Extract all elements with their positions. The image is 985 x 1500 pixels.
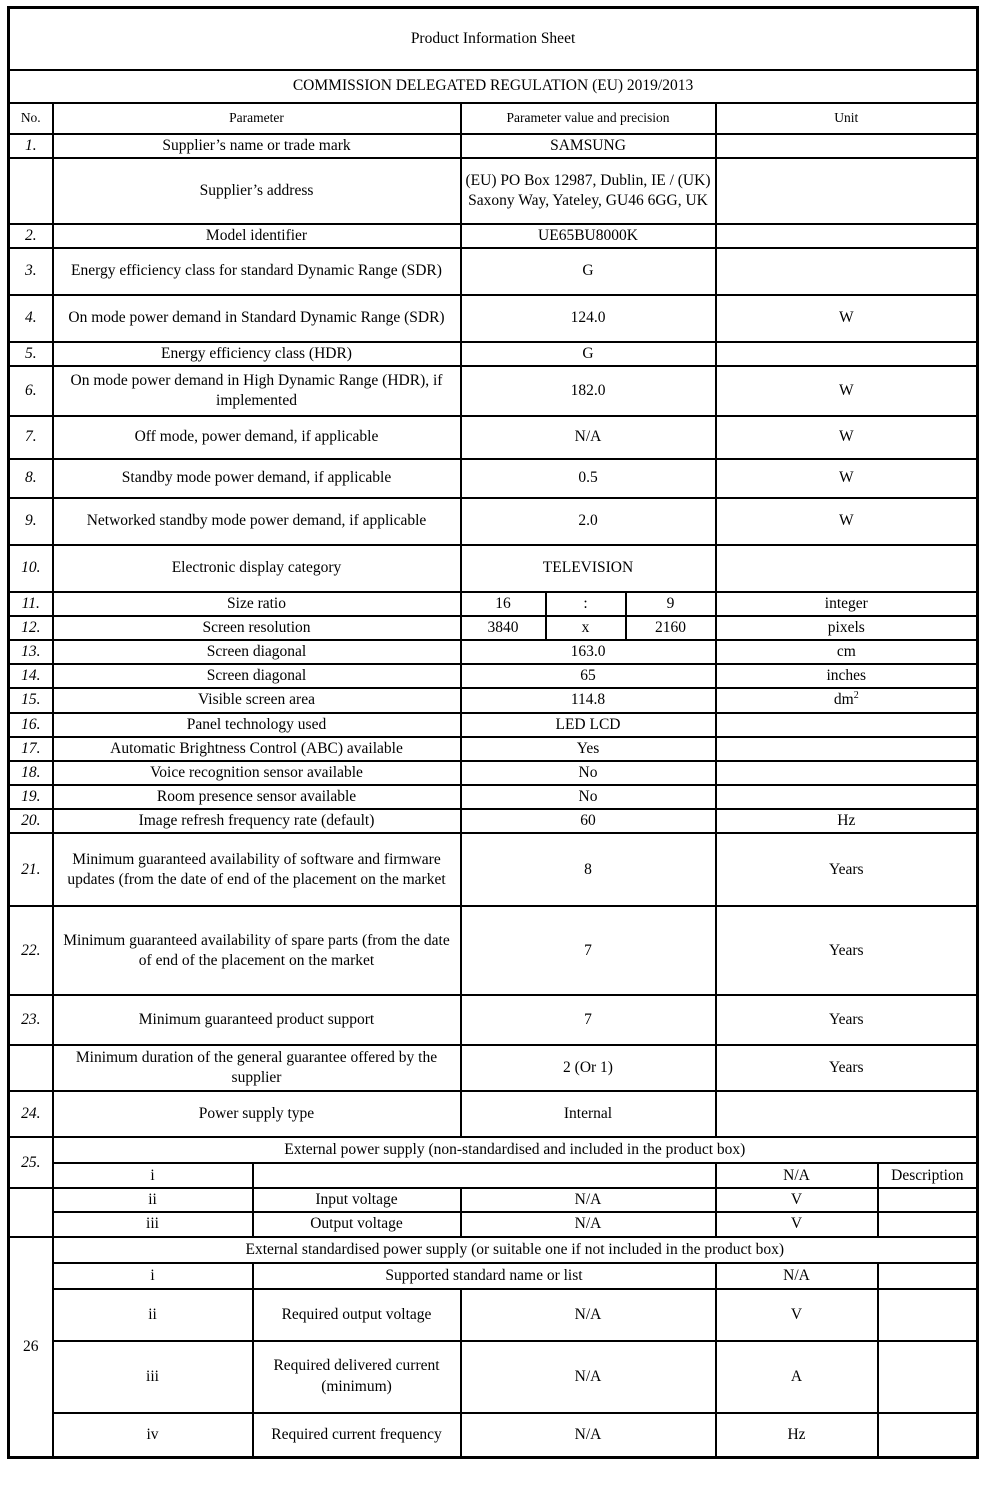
- table-row-screen-resolution: [9, 616, 978, 640]
- no-cell: 14.: [9, 664, 53, 688]
- section-26-header-row: [9, 1237, 978, 1263]
- no-cell: 26: [9, 1237, 53, 1458]
- section-25-header-row: [9, 1137, 978, 1163]
- parameter-cell: Supplier’s address: [53, 158, 461, 224]
- unit-cell: Hz: [716, 1413, 878, 1458]
- parameter-cell: Energy efficiency class for standard Dynamic Range (SDR): [53, 248, 461, 295]
- col-header-parameter: Parameter: [53, 103, 461, 134]
- table-row: [9, 224, 978, 248]
- parameter-cell: Supplier’s name or trade mark: [53, 134, 461, 158]
- no-cell: [9, 1188, 53, 1236]
- parameter-cell: Networked standby mode power demand, if applicable: [53, 498, 461, 545]
- description-cell: [878, 1263, 978, 1289]
- parameter-cell: Model identifier: [53, 224, 461, 248]
- value-cell: N/A: [461, 1188, 716, 1212]
- parameter-cell: Energy efficiency class (HDR): [53, 342, 461, 366]
- value-cell: (EU) PO Box 12987, Dublin, IE / (UK) Saxony Way, Yateley, GU46 6GG, UK: [461, 158, 716, 224]
- unit-cell: W: [716, 498, 978, 545]
- table-row: [9, 640, 978, 664]
- unit-superscript: 2: [853, 690, 859, 702]
- parameter-cell: On mode power demand in Standard Dynamic Range (SDR): [53, 295, 461, 342]
- sub-label-cell: i: [53, 1263, 253, 1289]
- no-cell: 21.: [9, 833, 53, 906]
- parameter-cell: Power supply type: [53, 1091, 461, 1137]
- parameter-cell: Visible screen area: [53, 688, 461, 712]
- no-cell: 23.: [9, 995, 53, 1045]
- section-25-row-ii: [9, 1188, 978, 1212]
- parameter-cell: Electronic display category: [53, 545, 461, 592]
- blank-cell: [253, 1163, 716, 1188]
- value-a-cell: 3840: [461, 616, 546, 640]
- no-cell: 18.: [9, 761, 53, 785]
- value-cell: G: [461, 342, 716, 366]
- value-cell: N/A: [716, 1163, 878, 1188]
- value-cell: UE65BU8000K: [461, 224, 716, 248]
- description-cell: [878, 1289, 978, 1341]
- unit-text: dm: [833, 691, 854, 709]
- parameter-cell: Minimum duration of the general guarantee offered by the supplier: [53, 1045, 461, 1091]
- value-cell: N/A: [461, 1413, 716, 1458]
- unit-cell: [716, 224, 978, 248]
- table-row: [9, 785, 978, 809]
- value-cell: 2.0: [461, 498, 716, 545]
- parameter-cell: Minimum guaranteed availability of spare parts (from the date of end of the placement on the market: [53, 906, 461, 995]
- table-row: [9, 134, 978, 158]
- parameter-cell: Voice recognition sensor available: [53, 761, 461, 785]
- unit-cell: A: [716, 1341, 878, 1413]
- unit-cell: cm: [716, 640, 978, 664]
- table-row: [9, 416, 978, 459]
- value-cell: Internal: [461, 1091, 716, 1137]
- unit-cell: W: [716, 295, 978, 342]
- parameter-cell: Minimum guaranteed availability of software and firmware updates (from the date of end of the placement on the market: [53, 833, 461, 906]
- value-cell: N/A: [461, 1341, 716, 1413]
- title-row: [9, 8, 978, 70]
- value-cell: 163.0: [461, 640, 716, 664]
- value-a-cell: 16: [461, 592, 546, 616]
- unit-cell: [716, 158, 978, 224]
- no-cell: 5.: [9, 342, 53, 366]
- col-header-unit: Unit: [716, 103, 978, 134]
- no-cell: 4.: [9, 295, 53, 342]
- column-header-row: [9, 103, 978, 134]
- unit-cell: [716, 134, 978, 158]
- value-separator-cell: x: [546, 616, 626, 640]
- sub-label-cell: i: [53, 1163, 253, 1188]
- unit-cell: [716, 342, 978, 366]
- unit-cell: Hz: [716, 809, 978, 833]
- no-cell: 17.: [9, 737, 53, 761]
- unit-cell: [716, 545, 978, 592]
- value-cell: 7: [461, 906, 716, 995]
- value-separator-cell: :: [546, 592, 626, 616]
- table-row: [9, 1045, 978, 1091]
- section-26-header: External standardised power supply (or suitable one if not included in the product box): [53, 1237, 978, 1263]
- unit-cell: W: [716, 416, 978, 459]
- value-cell: N/A: [461, 1289, 716, 1341]
- value-cell: 65: [461, 664, 716, 688]
- parameter-cell: Off mode, power demand, if applicable: [53, 416, 461, 459]
- value-c-cell: 2160: [626, 616, 716, 640]
- no-cell: 24.: [9, 1091, 53, 1137]
- parameter-cell: Output voltage: [253, 1212, 461, 1236]
- table-row: [9, 498, 978, 545]
- unit-cell: V: [716, 1212, 878, 1236]
- parameter-cell: Required delivered current (minimum): [253, 1341, 461, 1413]
- page-title: Product Information Sheet: [9, 8, 978, 70]
- description-cell: [878, 1341, 978, 1413]
- table-row: [9, 459, 978, 498]
- table-row: [9, 809, 978, 833]
- no-cell: 7.: [9, 416, 53, 459]
- table-row: [9, 906, 978, 995]
- table-row: [9, 833, 978, 906]
- table-row: [9, 713, 978, 737]
- unit-cell: [716, 1091, 978, 1137]
- value-cell: TELEVISION: [461, 545, 716, 592]
- no-cell: 11.: [9, 592, 53, 616]
- table-row: [9, 545, 978, 592]
- table-row-visible-screen-area: [9, 688, 978, 712]
- sub-label-cell: iii: [53, 1341, 253, 1413]
- table-row-size-ratio: [9, 592, 978, 616]
- section-26-row-i: [9, 1263, 978, 1289]
- value-cell: SAMSUNG: [461, 134, 716, 158]
- no-cell: 2.: [9, 224, 53, 248]
- no-cell: 20.: [9, 809, 53, 833]
- regulation-row: [9, 70, 978, 103]
- parameter-cell: Screen diagonal: [53, 664, 461, 688]
- parameter-cell: Required current frequency: [253, 1413, 461, 1458]
- description-cell: Description: [878, 1163, 978, 1188]
- product-info-table: [7, 6, 979, 1459]
- no-cell: [9, 1045, 53, 1091]
- no-cell: 19.: [9, 785, 53, 809]
- sub-label-cell: ii: [53, 1289, 253, 1341]
- value-cell: LED LCD: [461, 713, 716, 737]
- parameter-cell: Screen diagonal: [53, 640, 461, 664]
- table-row: [9, 342, 978, 366]
- parameter-cell: Screen resolution: [53, 616, 461, 640]
- unit-cell: V: [716, 1188, 878, 1212]
- no-cell: 12.: [9, 616, 53, 640]
- no-cell: 25.: [9, 1137, 53, 1188]
- description-cell: [878, 1413, 978, 1458]
- parameter-cell: Size ratio: [53, 592, 461, 616]
- value-cell: No: [461, 761, 716, 785]
- section-26-row-ii: [9, 1289, 978, 1341]
- value-cell: 0.5: [461, 459, 716, 498]
- parameter-cell: Input voltage: [253, 1188, 461, 1212]
- sub-label-cell: iv: [53, 1413, 253, 1458]
- no-cell: 3.: [9, 248, 53, 295]
- no-cell: 9.: [9, 498, 53, 545]
- no-cell: 1.: [9, 134, 53, 158]
- parameter-cell: Supported standard name or list: [253, 1263, 716, 1289]
- no-cell: 6.: [9, 366, 53, 416]
- no-cell: 16.: [9, 713, 53, 737]
- unit-cell: inches: [716, 664, 978, 688]
- table-row: [9, 664, 978, 688]
- unit-cell: W: [716, 366, 978, 416]
- table-row: [9, 248, 978, 295]
- regulation-subtitle: COMMISSION DELEGATED REGULATION (EU) 2019/2013: [9, 70, 978, 103]
- value-cell: 124.0: [461, 295, 716, 342]
- unit-cell: [716, 737, 978, 761]
- parameter-cell: Room presence sensor available: [53, 785, 461, 809]
- unit-cell: integer: [716, 592, 978, 616]
- col-header-no: No.: [9, 103, 53, 134]
- unit-cell: Years: [716, 833, 978, 906]
- value-cell: 114.8: [461, 688, 716, 712]
- table-row: [9, 366, 978, 416]
- table-row: [9, 761, 978, 785]
- parameter-cell: Panel technology used: [53, 713, 461, 737]
- description-cell: [878, 1212, 978, 1236]
- parameter-cell: On mode power demand in High Dynamic Range (HDR), if implemented: [53, 366, 461, 416]
- no-cell: 22.: [9, 906, 53, 995]
- no-cell: [9, 158, 53, 224]
- table-row: [9, 158, 978, 224]
- parameter-cell: Standby mode power demand, if applicable: [53, 459, 461, 498]
- unit-cell: Years: [716, 906, 978, 995]
- value-cell: 2 (Or 1): [461, 1045, 716, 1091]
- value-cell: N/A: [461, 416, 716, 459]
- value-cell: G: [461, 248, 716, 295]
- section-26-row-iv: [9, 1413, 978, 1458]
- sub-label-cell: iii: [53, 1212, 253, 1236]
- value-cell: No: [461, 785, 716, 809]
- no-cell: 13.: [9, 640, 53, 664]
- value-cell: 182.0: [461, 366, 716, 416]
- section-25-header: External power supply (non-standardised and included in the product box): [53, 1137, 978, 1163]
- sub-label-cell: ii: [53, 1188, 253, 1212]
- table-row: [9, 295, 978, 342]
- parameter-cell: Automatic Brightness Control (ABC) available: [53, 737, 461, 761]
- value-cell: Yes: [461, 737, 716, 761]
- section-25-row-i: [9, 1163, 978, 1188]
- unit-cell: [716, 785, 978, 809]
- value-c-cell: 9: [626, 592, 716, 616]
- unit-cell: W: [716, 459, 978, 498]
- no-cell: 10.: [9, 545, 53, 592]
- section-26-row-iii: [9, 1341, 978, 1413]
- unit-cell: [716, 688, 978, 712]
- value-cell: 60: [461, 809, 716, 833]
- no-cell: 8.: [9, 459, 53, 498]
- section-25-row-iii: [9, 1212, 978, 1236]
- table-row: [9, 1091, 978, 1137]
- parameter-cell: Minimum guaranteed product support: [53, 995, 461, 1045]
- unit-cell: V: [716, 1289, 878, 1341]
- parameter-cell: Image refresh frequency rate (default): [53, 809, 461, 833]
- col-header-value: Parameter value and precision: [461, 103, 716, 134]
- unit-cell: pixels: [716, 616, 978, 640]
- table-row: [9, 995, 978, 1045]
- unit-cell: [716, 248, 978, 295]
- no-cell: 15.: [9, 688, 53, 712]
- value-cell: 8: [461, 833, 716, 906]
- parameter-cell: Required output voltage: [253, 1289, 461, 1341]
- value-cell: N/A: [716, 1263, 878, 1289]
- unit-cell: Years: [716, 1045, 978, 1091]
- value-cell: N/A: [461, 1212, 716, 1236]
- unit-cell: Years: [716, 995, 978, 1045]
- description-cell: [878, 1188, 978, 1212]
- unit-cell: [716, 713, 978, 737]
- value-cell: 7: [461, 995, 716, 1045]
- unit-cell: [716, 761, 978, 785]
- table-row: [9, 737, 978, 761]
